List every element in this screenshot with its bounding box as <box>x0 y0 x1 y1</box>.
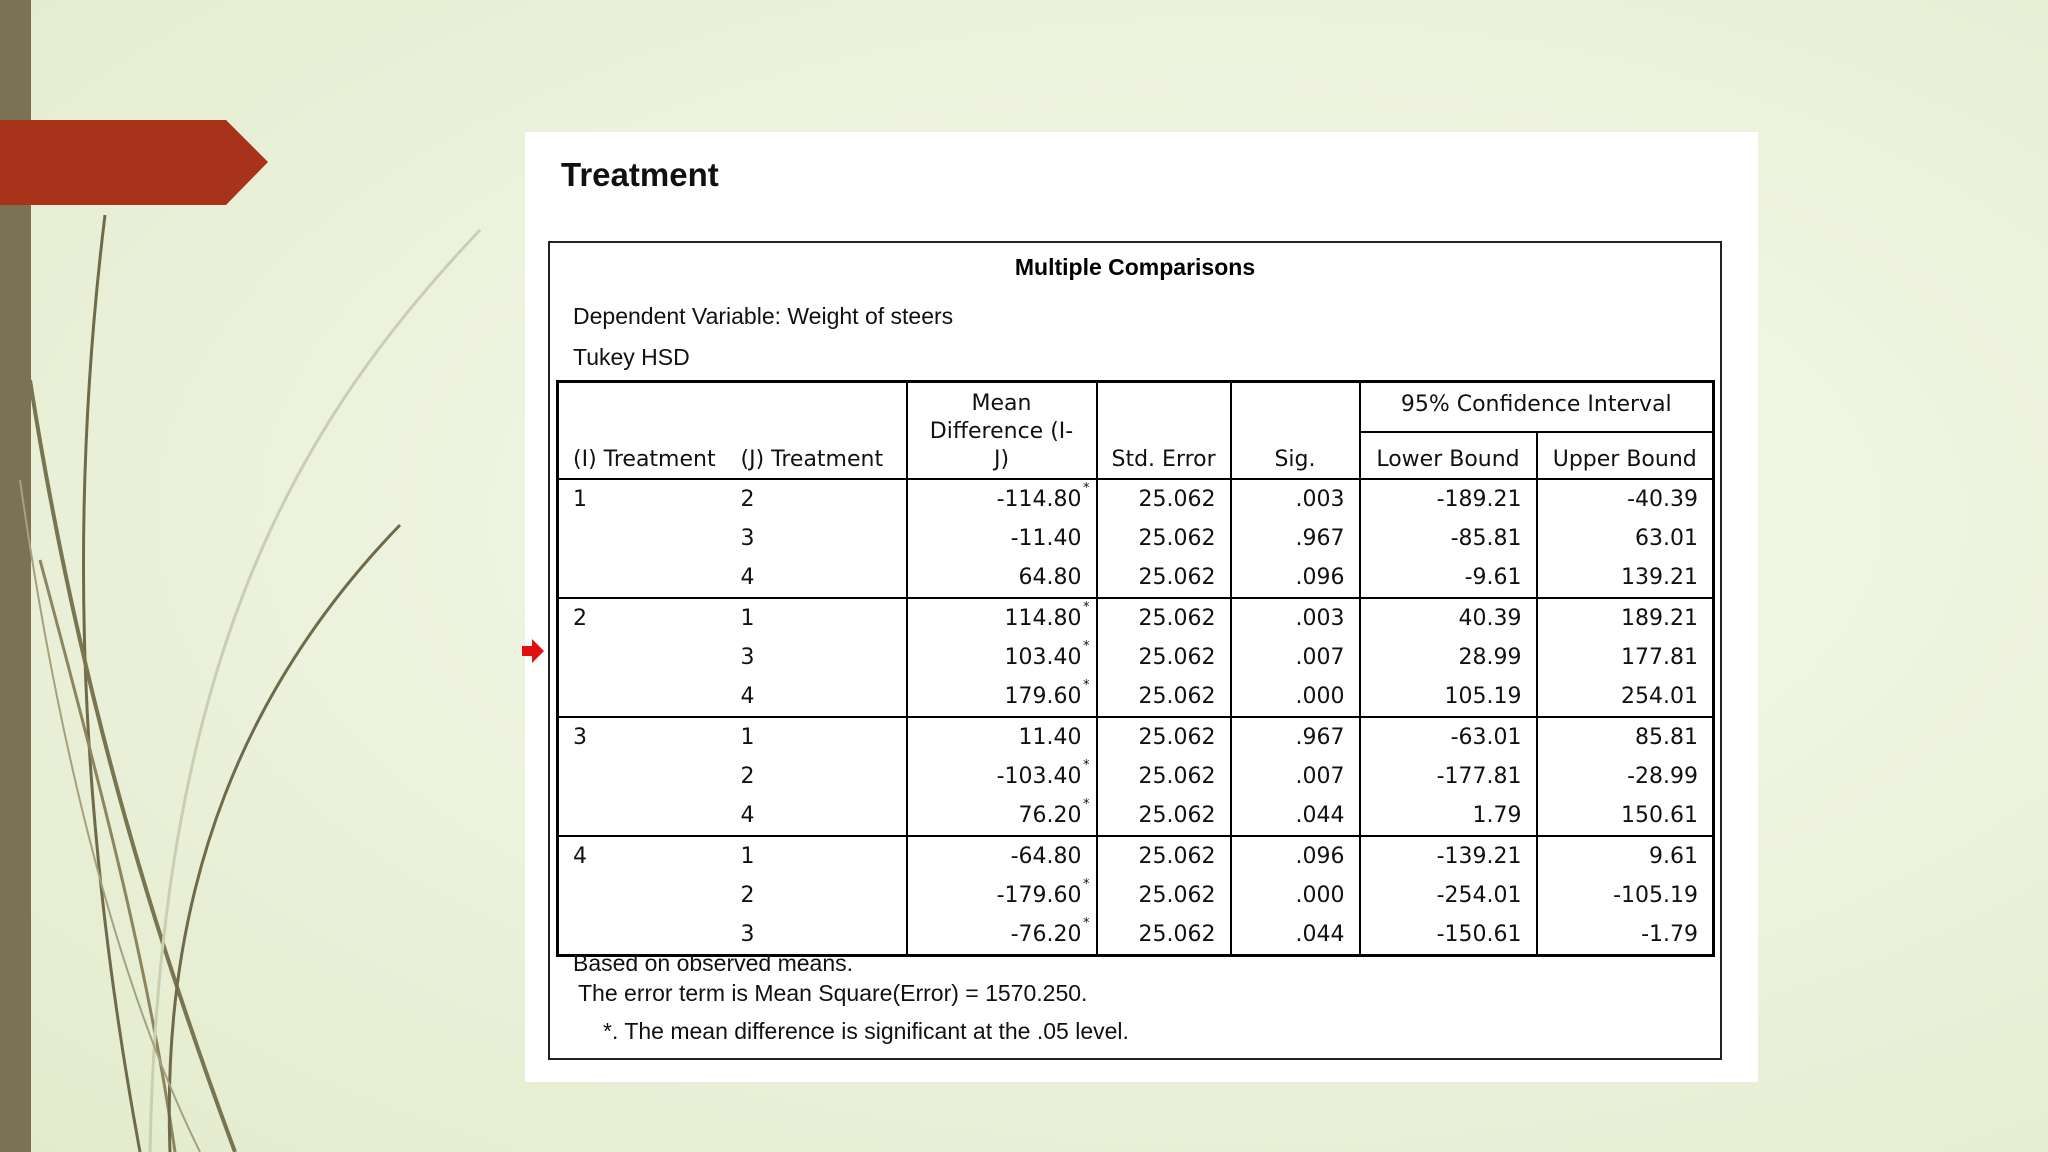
mean-difference-value <box>1019 565 1082 590</box>
arrow-marker-icon <box>522 639 544 663</box>
title-ribbon <box>0 120 268 205</box>
header-confidence-interval: 95% Confidence Interval <box>1360 382 1714 432</box>
section-title: Treatment <box>561 156 719 193</box>
significance-star: * <box>1083 599 1090 615</box>
mean-difference-value <box>996 480 1090 512</box>
cell-upper-bound: 189.21 <box>1537 598 1714 638</box>
cell-std-error: 25.062 <box>1097 598 1231 638</box>
mean-difference-number: 179.60 <box>1004 683 1082 709</box>
cell-lower-bound: -85.81 <box>1360 519 1537 558</box>
header-j-treatment: (J) Treatment <box>740 446 884 472</box>
mean-difference-value <box>1004 677 1090 709</box>
mean-difference-value <box>1010 915 1090 947</box>
mean-difference-number: -114.80 <box>996 486 1082 512</box>
cell-std-error: 25.062 <box>1097 876 1231 915</box>
header-i-treatment: (I) Treatment <box>573 446 716 472</box>
dependent-variable-label: Dependent Variable: Weight of steers <box>573 303 954 329</box>
cell-j-treatment: 3 <box>740 644 755 670</box>
cell-j-treatment: 1 <box>727 836 907 876</box>
mean-difference-number: 11.40 <box>1018 724 1082 750</box>
mean-difference-value <box>1004 638 1090 670</box>
table-row <box>558 677 1714 717</box>
cell-sig: .007 <box>1231 638 1360 677</box>
significance-star: * <box>1083 915 1090 931</box>
cell-lower-bound: -254.01 <box>1360 876 1537 915</box>
cell-j-treatment: 3 <box>740 921 755 947</box>
cell-lower-bound: -139.21 <box>1360 836 1537 876</box>
header-std-error: Std. Error <box>1097 382 1231 479</box>
cell-i-treatment <box>558 796 727 836</box>
header-sig: Sig. <box>1231 382 1360 479</box>
header-mean-difference: Mean Difference (I-J) <box>907 382 1097 479</box>
cell-mean-difference <box>907 519 1097 558</box>
table-title: Multiple Comparisons <box>1014 254 1256 280</box>
cell-upper-bound: -1.79 <box>1537 915 1714 956</box>
note-observed-means: Based on observed means. <box>573 950 854 976</box>
significance-star: * <box>1083 876 1090 892</box>
cell-std-error: 25.062 <box>1097 519 1231 558</box>
cell-mean-difference <box>907 598 1097 638</box>
cell-mean-difference <box>907 638 1097 677</box>
cell-lower-bound: -189.21 <box>1360 479 1537 519</box>
cell-sig: .000 <box>1231 876 1360 915</box>
cell-sig: .003 <box>1231 479 1360 519</box>
cell-lower-bound: 105.19 <box>1360 677 1537 717</box>
cell-upper-bound: -105.19 <box>1537 876 1714 915</box>
cell-upper-bound: 177.81 <box>1537 638 1714 677</box>
cell-lower-bound: 40.39 <box>1360 598 1537 638</box>
cell-lower-bound: -63.01 <box>1360 717 1537 757</box>
cell-sig: .096 <box>1231 558 1360 598</box>
table-row <box>558 717 1714 757</box>
cell-i-treatment: 3 <box>558 717 727 757</box>
table-row <box>558 638 1714 677</box>
mean-difference-number: 64.80 <box>1018 564 1082 590</box>
table-row <box>558 598 1714 638</box>
mean-difference-number: -179.60 <box>996 882 1082 908</box>
note-significance: *. The mean difference is significant at the .05 level. <box>603 1018 1129 1044</box>
cell-upper-bound: 9.61 <box>1537 836 1714 876</box>
table-row <box>558 876 1714 915</box>
cell-sig: .096 <box>1231 836 1360 876</box>
cell-sig: .967 <box>1231 519 1360 558</box>
cell-j-treatment: 2 <box>740 882 755 908</box>
cell-sig: .000 <box>1231 677 1360 717</box>
cell-i-treatment <box>558 915 727 956</box>
cell-j-treatment: 3 <box>740 525 755 551</box>
cell-sig: .044 <box>1231 915 1360 956</box>
cell-mean-difference <box>907 757 1097 796</box>
mean-difference-value <box>996 757 1090 789</box>
cell-std-error: 25.062 <box>1097 479 1231 519</box>
cell-upper-bound: 63.01 <box>1537 519 1714 558</box>
cell-std-error: 25.062 <box>1097 717 1231 757</box>
cell-upper-bound: 85.81 <box>1537 717 1714 757</box>
cell-j-treatment: 2 <box>740 763 755 789</box>
cell-mean-difference <box>907 876 1097 915</box>
mean-difference-value <box>996 876 1090 908</box>
cell-std-error: 25.062 <box>1097 796 1231 836</box>
cell-i-treatment <box>558 677 727 717</box>
cell-j-treatment: 4 <box>740 564 755 590</box>
cell-lower-bound: -177.81 <box>1360 757 1537 796</box>
cell-i-treatment <box>558 876 727 915</box>
cell-upper-bound: -40.39 <box>1537 479 1714 519</box>
cell-sig: .003 <box>1231 598 1360 638</box>
cell-j-treatment: 2 <box>727 479 907 519</box>
cell-mean-difference <box>907 836 1097 876</box>
cell-lower-bound: -150.61 <box>1360 915 1537 956</box>
header-lower-bound: Lower Bound <box>1360 432 1537 479</box>
cell-std-error: 25.062 <box>1097 558 1231 598</box>
cell-sig: .007 <box>1231 757 1360 796</box>
mean-difference-number: 114.80 <box>1004 605 1082 631</box>
cell-i-treatment <box>558 638 727 677</box>
mean-difference-value <box>1018 796 1090 828</box>
cell-i-treatment: 4 <box>558 836 727 876</box>
table-row <box>558 479 1714 519</box>
significance-star: * <box>1083 480 1090 496</box>
cell-i-treatment: 2 <box>558 598 727 638</box>
cell-std-error: 25.062 <box>1097 638 1231 677</box>
cell-upper-bound: 150.61 <box>1537 796 1714 836</box>
cell-std-error: 25.062 <box>1097 915 1231 956</box>
cell-mean-difference <box>907 915 1097 956</box>
cell-mean-difference <box>907 677 1097 717</box>
table-row <box>558 796 1714 836</box>
cell-mean-difference <box>907 717 1097 757</box>
cell-upper-bound: 139.21 <box>1537 558 1714 598</box>
mean-difference-value <box>1011 526 1082 551</box>
cell-mean-difference <box>907 479 1097 519</box>
multiple-comparisons-table <box>556 380 1715 957</box>
table-row <box>558 915 1714 956</box>
cell-std-error: 25.062 <box>1097 757 1231 796</box>
cell-j-treatment: 1 <box>727 598 907 638</box>
cell-sig: .044 <box>1231 796 1360 836</box>
cell-i-treatment <box>558 757 727 796</box>
mean-difference-number: -64.80 <box>1010 843 1082 869</box>
table-row <box>558 836 1714 876</box>
cell-lower-bound: -9.61 <box>1360 558 1537 598</box>
mean-difference-number: 103.40 <box>1004 644 1082 670</box>
cell-std-error: 25.062 <box>1097 677 1231 717</box>
cell-upper-bound: -28.99 <box>1537 757 1714 796</box>
cell-lower-bound: 1.79 <box>1360 796 1537 836</box>
cell-i-treatment <box>558 519 727 558</box>
cell-mean-difference <box>907 796 1097 836</box>
cell-j-treatment: 1 <box>727 717 907 757</box>
cell-i-treatment: 1 <box>558 479 727 519</box>
table-row <box>558 558 1714 598</box>
method-label: Tukey HSD <box>573 344 690 370</box>
significance-star: * <box>1083 796 1090 812</box>
cell-j-treatment: 4 <box>740 683 755 709</box>
significance-star: * <box>1083 677 1090 693</box>
mean-difference-number: 76.20 <box>1018 802 1082 828</box>
header-upper-bound: Upper Bound <box>1537 432 1714 479</box>
mean-difference-number: -76.20 <box>1010 921 1082 947</box>
mean-difference-number: -103.40 <box>996 763 1082 789</box>
cell-i-treatment <box>558 558 727 598</box>
mean-difference-value <box>1004 599 1090 631</box>
mean-difference-value <box>1011 844 1082 869</box>
cell-sig: .967 <box>1231 717 1360 757</box>
cell-mean-difference <box>907 558 1097 598</box>
cell-j-treatment: 4 <box>740 802 755 828</box>
significance-star: * <box>1083 757 1090 773</box>
cell-upper-bound: 254.01 <box>1537 677 1714 717</box>
table-row <box>558 519 1714 558</box>
note-error-term: The error term is Mean Square(Error) = 1570.250. <box>578 980 1088 1006</box>
cell-std-error: 25.062 <box>1097 836 1231 876</box>
mean-difference-number: -11.40 <box>1010 525 1082 551</box>
significance-star: * <box>1083 638 1090 654</box>
mean-difference-value <box>1019 725 1082 750</box>
table-row <box>558 757 1714 796</box>
cell-lower-bound: 28.99 <box>1360 638 1537 677</box>
